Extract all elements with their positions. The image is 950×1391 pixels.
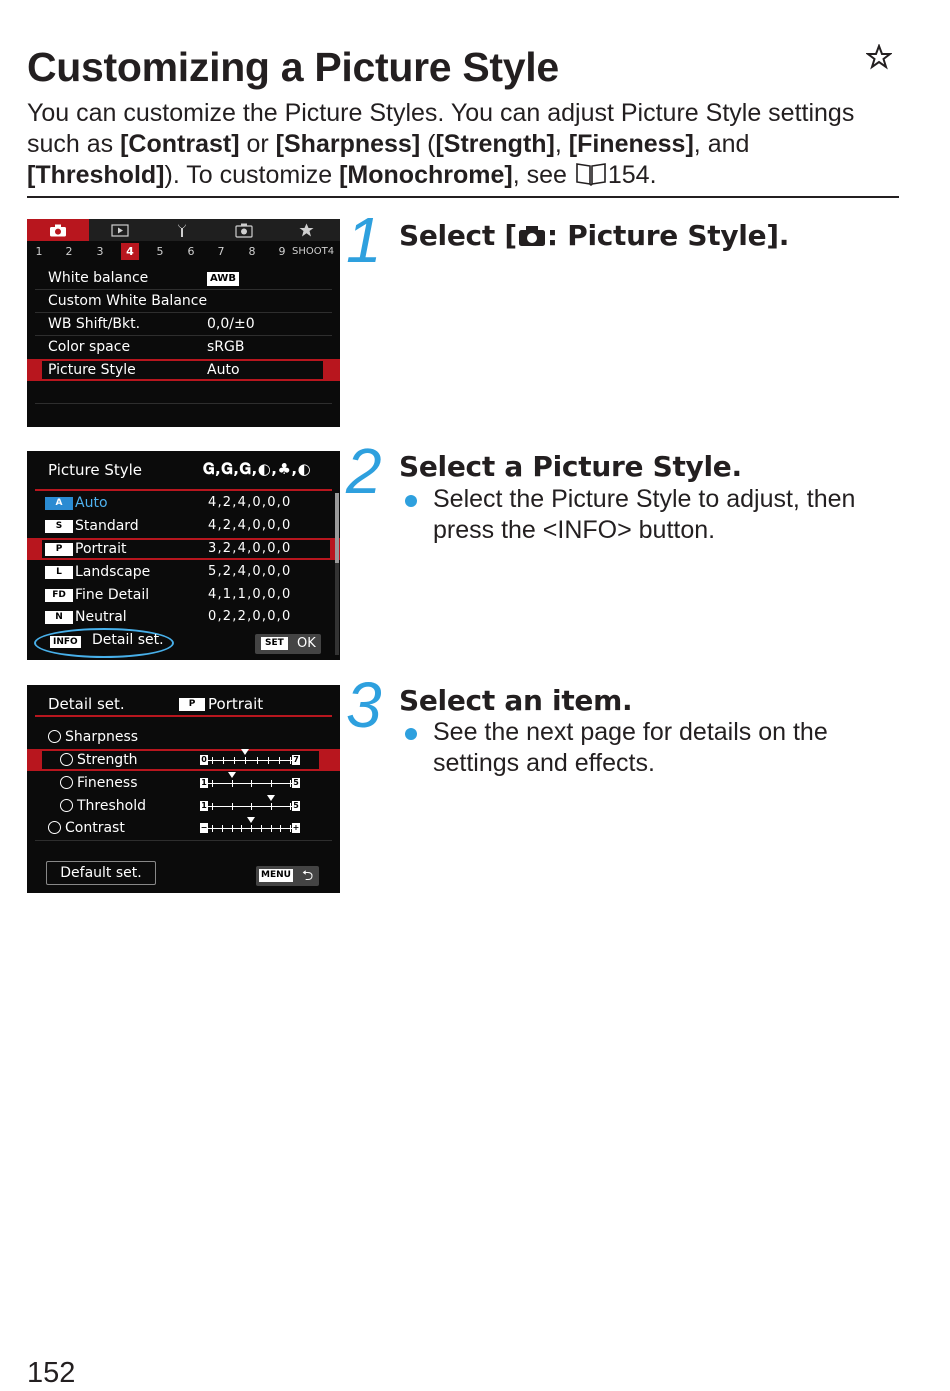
slider-tick bbox=[251, 825, 252, 832]
style-name: Standard bbox=[75, 518, 139, 534]
camera-tab[interactable] bbox=[27, 219, 89, 241]
slider-tick bbox=[290, 757, 291, 764]
play-icon bbox=[111, 224, 129, 237]
detail-name: Sharpness bbox=[65, 729, 139, 745]
star-outline-icon bbox=[866, 44, 892, 70]
camera-icon bbox=[517, 225, 547, 247]
subtab-3[interactable]: 3 bbox=[96, 245, 104, 258]
step-number: 2 bbox=[346, 435, 382, 507]
sharpness-icon bbox=[48, 730, 61, 743]
style-name: Neutral bbox=[75, 609, 127, 625]
detail-row-threshold[interactable] bbox=[27, 795, 340, 817]
subtab-1[interactable]: 1 bbox=[35, 245, 43, 258]
slider-tick bbox=[234, 757, 235, 764]
fineness-icon bbox=[60, 776, 73, 789]
picture-style-screen bbox=[27, 451, 340, 660]
slider-tick bbox=[251, 803, 252, 810]
return-icon: ⮌ bbox=[302, 868, 314, 884]
slider-tick bbox=[212, 780, 213, 787]
subtab-2[interactable]: 2 bbox=[65, 245, 73, 258]
style-row-auto[interactable] bbox=[27, 492, 340, 514]
slider-tick bbox=[271, 803, 272, 810]
star-icon bbox=[299, 223, 314, 237]
slider-min: − bbox=[200, 823, 208, 832]
style-landscape-icon: L bbox=[45, 566, 73, 579]
menu-key: MENU bbox=[261, 870, 291, 880]
my-menu-tab[interactable] bbox=[275, 219, 337, 241]
playback-tab[interactable] bbox=[89, 219, 151, 241]
subtab-7[interactable]: 7 bbox=[217, 245, 225, 258]
set-ok-button[interactable] bbox=[255, 634, 321, 654]
bullet-dot bbox=[405, 495, 417, 507]
menu-item-value: sRGB bbox=[207, 339, 245, 355]
slider-max: 7 bbox=[293, 755, 299, 764]
screen-title: Picture Style bbox=[48, 461, 143, 479]
style-neutral-icon: N bbox=[45, 611, 73, 624]
style-name: Portrait bbox=[75, 541, 127, 557]
info-button[interactable]: INFO bbox=[50, 636, 81, 648]
menu-item-label: Color space bbox=[48, 339, 131, 355]
page-number: 152 bbox=[27, 1357, 76, 1389]
page-reference[interactable]: 154 bbox=[607, 161, 650, 189]
style-row-fine-detail[interactable] bbox=[27, 584, 340, 606]
style-name: Landscape bbox=[75, 564, 151, 580]
parameter-icons: 𝐆,𝐆,𝐆,◐,♣,◐ bbox=[203, 460, 312, 478]
subtab-6[interactable]: 6 bbox=[187, 245, 195, 258]
slider-max: 5 bbox=[293, 778, 299, 787]
menu-item-picture-style[interactable] bbox=[27, 359, 340, 381]
divider bbox=[35, 840, 332, 841]
threshold-icon bbox=[60, 799, 73, 812]
detail-set-screen bbox=[27, 685, 340, 893]
menu-item-value: 0,0/±0 bbox=[207, 316, 255, 332]
menu-item-color-space[interactable] bbox=[27, 336, 340, 358]
slider-tick bbox=[280, 825, 281, 832]
slider-tick bbox=[232, 780, 233, 787]
detail-name: Strength bbox=[77, 752, 138, 768]
divider bbox=[35, 403, 332, 404]
slider-tick bbox=[271, 825, 272, 832]
ok-label: OK bbox=[297, 636, 316, 651]
slider-marker[interactable] bbox=[267, 795, 275, 801]
style-values: 0,2,2,0,0,0 bbox=[208, 609, 292, 624]
page-title: Customizing a Picture Style bbox=[27, 44, 559, 90]
step-title: Select a Picture Style. bbox=[399, 450, 742, 483]
menu-item-value: Auto bbox=[207, 362, 240, 378]
slider-tick bbox=[245, 757, 246, 764]
style-values: 3,2,4,0,0,0 bbox=[208, 541, 292, 556]
slider-tick bbox=[212, 825, 213, 832]
custom-function-tab[interactable] bbox=[213, 219, 275, 241]
detail-name: Fineness bbox=[77, 775, 138, 791]
slider-tick bbox=[232, 803, 233, 810]
detail-name: Contrast bbox=[65, 820, 125, 836]
slider-tick bbox=[257, 757, 258, 764]
subtab-8[interactable]: 8 bbox=[248, 245, 256, 258]
style-row-portrait[interactable] bbox=[27, 538, 340, 560]
detail-row-contrast[interactable] bbox=[27, 817, 340, 839]
contrast-icon bbox=[48, 821, 61, 834]
subtab-9[interactable]: 9 bbox=[278, 245, 286, 258]
step-bullet: See the next page for details on the settings and effects. bbox=[405, 717, 895, 779]
subtab-4[interactable]: 4 bbox=[121, 243, 139, 260]
style-auto-icon: A bbox=[45, 497, 73, 510]
current-style: Portrait bbox=[208, 695, 264, 713]
awb-icon: AWB bbox=[207, 272, 239, 286]
slider-min: 1 bbox=[201, 778, 207, 787]
slider-tick bbox=[232, 825, 233, 832]
menu-item-white-balance[interactable] bbox=[27, 267, 340, 289]
detail-set-label: Detail set. bbox=[92, 632, 164, 648]
menu-item-custom-white-balance[interactable] bbox=[27, 290, 340, 312]
style-fine-detail-icon: FD bbox=[45, 589, 73, 602]
subtab-name: SHOOT4 bbox=[292, 246, 335, 257]
camera-icon bbox=[49, 224, 67, 237]
style-row-landscape[interactable] bbox=[27, 561, 340, 583]
style-values: 4,2,4,0,0,0 bbox=[208, 495, 292, 510]
menu-item-label: Custom White Balance bbox=[48, 293, 208, 309]
menu-item-label: Picture Style bbox=[48, 362, 136, 378]
strength-slider[interactable] bbox=[201, 755, 300, 764]
slider-max: 5 bbox=[293, 801, 299, 810]
slider-tick bbox=[290, 825, 291, 832]
step-title: Select [ : Picture Style]. bbox=[399, 219, 790, 252]
style-row-neutral[interactable] bbox=[27, 606, 340, 628]
scrollbar-thumb[interactable] bbox=[335, 493, 339, 563]
wrench-icon bbox=[175, 223, 189, 238]
slider-tick bbox=[290, 780, 291, 787]
slider-tick bbox=[223, 757, 224, 764]
slider-tick bbox=[222, 825, 223, 832]
style-portrait-icon: P bbox=[45, 543, 73, 556]
slider-tick bbox=[271, 780, 272, 787]
step-number: 1 bbox=[346, 204, 382, 276]
default-set-button[interactable]: Default set. bbox=[46, 861, 156, 885]
strength-icon bbox=[60, 753, 73, 766]
slider-tick bbox=[212, 757, 213, 764]
style-name: Auto bbox=[75, 495, 108, 511]
style-standard-icon: S bbox=[45, 520, 73, 533]
custom-function-icon bbox=[235, 223, 253, 238]
detail-name: Threshold bbox=[77, 798, 146, 814]
step-bullet: Select the Picture Style to adjust, then press the <INFO> button. bbox=[405, 484, 895, 546]
step-title: Select an item. bbox=[399, 684, 633, 717]
slider-max: + bbox=[292, 823, 300, 832]
contrast-slider[interactable] bbox=[200, 823, 300, 832]
slider-tick bbox=[261, 825, 262, 832]
slider-tick bbox=[241, 825, 242, 832]
style-row-standard[interactable] bbox=[27, 515, 340, 537]
screen-title: Detail set. bbox=[48, 695, 125, 713]
page-reference-icon bbox=[574, 161, 608, 187]
style-values: 4,2,4,0,0,0 bbox=[208, 518, 292, 533]
slider-tick bbox=[279, 757, 280, 764]
detail-row-fineness[interactable] bbox=[27, 772, 340, 794]
slider-tick bbox=[212, 803, 213, 810]
slider-min: 1 bbox=[201, 801, 207, 810]
bullet-dot bbox=[405, 728, 417, 740]
style-values: 5,2,4,0,0,0 bbox=[208, 564, 292, 579]
intro-paragraph: You can customize the Picture Styles. You can adjust Picture Style settings such as [Contrast] or [Sharpness] ([Strength], [Fineness], and [Threshold]). To customize [Monochrome], see 154. bbox=[27, 99, 855, 189]
menu-item-wb-shift[interactable] bbox=[27, 313, 340, 335]
menu-item-label: White balance bbox=[48, 270, 149, 286]
slider-marker[interactable] bbox=[241, 749, 249, 755]
style-portrait-icon: P bbox=[179, 698, 205, 711]
set-key: SET bbox=[261, 637, 288, 650]
title-divider bbox=[27, 196, 899, 198]
subtab-5[interactable]: 5 bbox=[156, 245, 164, 258]
detail-row-sharpness[interactable] bbox=[27, 726, 340, 748]
slider-marker[interactable] bbox=[228, 772, 236, 778]
menu-tab-bar bbox=[27, 219, 340, 241]
menu-return-button[interactable] bbox=[256, 866, 319, 886]
setup-tab[interactable] bbox=[151, 219, 213, 241]
fineness-slider[interactable] bbox=[201, 778, 300, 787]
step-number: 3 bbox=[346, 669, 382, 741]
slider-tick bbox=[290, 803, 291, 810]
style-name: Fine Detail bbox=[75, 587, 150, 603]
slider-marker[interactable] bbox=[247, 817, 255, 823]
header-divider bbox=[35, 489, 332, 491]
slider-tick bbox=[268, 757, 269, 764]
shooting-menu-screen bbox=[27, 219, 340, 427]
menu-subtabs bbox=[27, 241, 340, 261]
slider-min: 0 bbox=[201, 755, 207, 764]
detail-row-strength[interactable] bbox=[27, 749, 340, 771]
slider-tick bbox=[251, 780, 252, 787]
style-values: 4,1,1,0,0,0 bbox=[208, 587, 292, 602]
threshold-slider[interactable] bbox=[201, 801, 300, 810]
header-divider bbox=[35, 715, 332, 717]
menu-item-label: WB Shift/Bkt. bbox=[48, 316, 141, 332]
